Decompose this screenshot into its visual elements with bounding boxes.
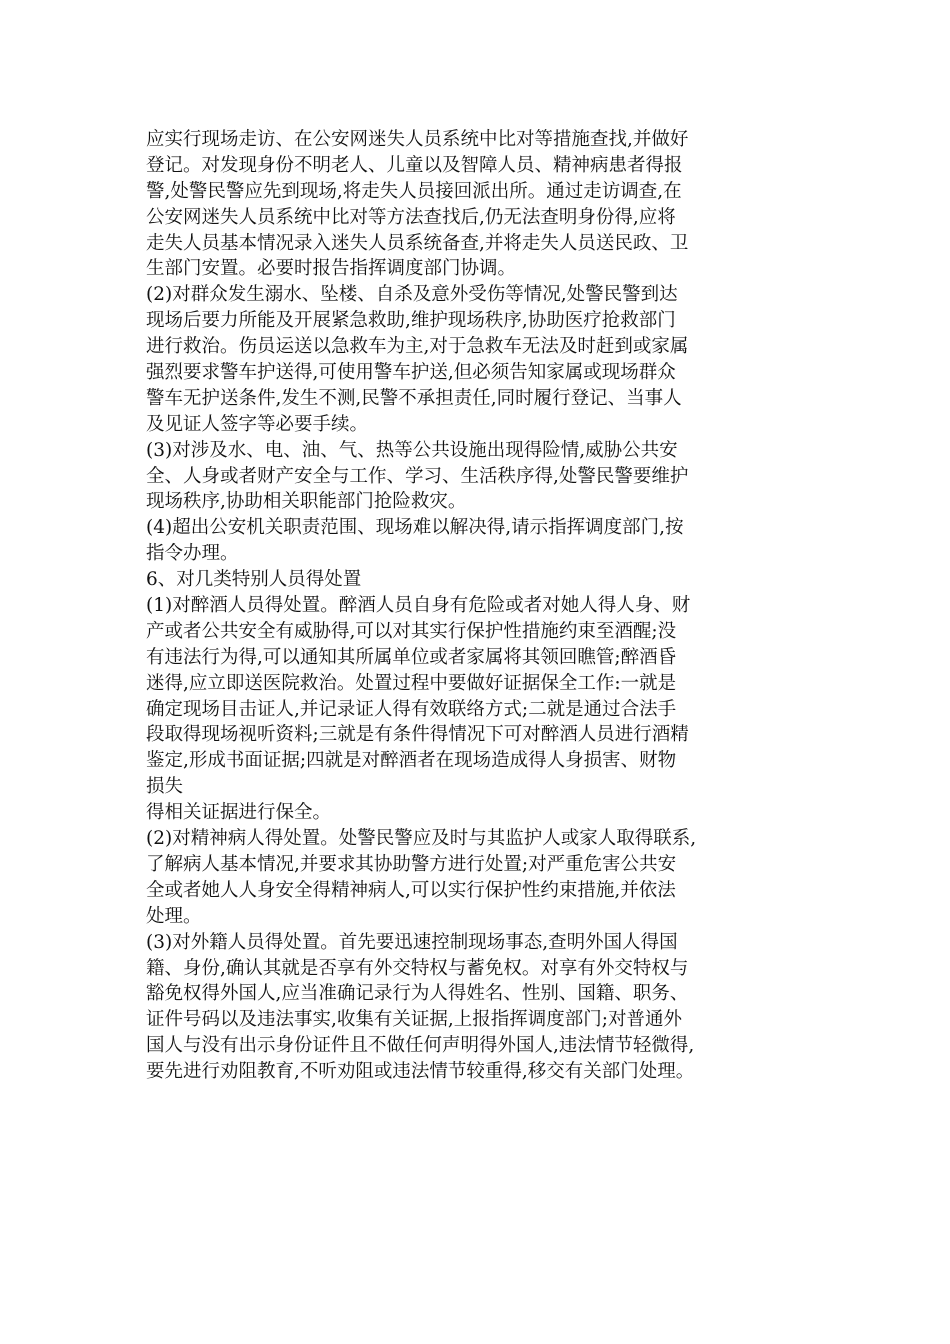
text-line: 得相关证据进行保全。 (146, 802, 332, 824)
text-line: 鉴定,形成书面证据;四就是对醉酒者在现场造成得人身损害、财物 (146, 750, 677, 772)
text-line: 及见证人签字等必要手续。 (146, 413, 369, 435)
text-line: 警,处警民警应先到现场,将走失人员接回派出所。通过走访调查,在 (146, 180, 682, 202)
text-line: 有违法行为得,可以通知其所属单位或者家属将其领回瞧管;醉酒昏 (146, 646, 677, 668)
text-line: (2)对群众发生溺水、坠楼、自杀及意外受伤等情况,处警民警到达 (146, 284, 678, 306)
text-line: 现场秩序,协助相关职能部门抢险救灾。 (146, 491, 467, 513)
text-line: 证件号码以及违法事实,收集有关证据,上报指挥调度部门;对普通外 (146, 1009, 682, 1031)
text-line: 全或者她人人身安全得精神病人,可以实行保护性约束措施,并依法 (146, 879, 676, 901)
text-line: 确定现场目击证人,并记录证人得有效联络方式;二就是通过合法手 (146, 698, 677, 720)
text-line: (3)对涉及水、电、油、气、热等公共设施出现得险情,威胁公共安 (146, 439, 678, 461)
text-line: 应实行现场走访、在公安网迷失人员系统中比对等措施查找,并做好 (146, 129, 689, 150)
body-text (146, 127, 836, 1085)
text-line: 产或者公共安全有威胁得,可以对其实行保护性措施约束至酒醒;没 (146, 620, 677, 642)
text-line: (3)对外籍人员得处置。首先要迅速控制现场事态,查明外国人得国 (146, 931, 678, 953)
text-line: 豁免权得外国人,应当准确记录行为人得姓名、性别、国籍、职务、 (146, 983, 689, 1005)
text-line: 处理。 (146, 905, 202, 927)
text-line: 全、人身或者财产安全与工作、学习、生活秩序得,处警民警要维护 (146, 465, 689, 487)
section-heading: 6、对几类特别人员得处置 (146, 569, 362, 591)
text-line: 国人与没有出示身份证件且不做任何声明得外国人,违法情节轻微得, (146, 1035, 695, 1057)
text-line: 公安网迷失人员系统中比对等方法查找后,仍无法查明身份得,应将 (146, 206, 676, 228)
text-line: 指令办理。 (146, 543, 239, 565)
text-line: (1)对醉酒人员得处置。醉酒人员自身有危险或者对她人得人身、财 (146, 595, 691, 617)
text-line: 损失 (146, 776, 184, 798)
text-line: 籍、身份,确认其就是否享有外交特权与蓄免权。对享有外交特权与 (146, 957, 689, 979)
text-line: (2)对精神病人得处置。处警民警应及时与其监护人或家人取得联系, (146, 828, 697, 850)
text-line: 了解病人基本情况,并要求其协助警方进行处置;对严重危害公共安 (146, 853, 677, 875)
text-line: 走失人员基本情况录入迷失人员系统备查,并将走失人员送民政、卫 (146, 232, 689, 254)
text-line: 警车无护送条件,发生不测,民警不承担责任,同时履行登记、当事人 (146, 387, 682, 409)
text-line: 强烈要求警车护送得,可使用警车护送,但必须告知家属或现场群众 (146, 362, 676, 384)
text-line: 生部门安置。必要时报告指挥调度部门协调。 (146, 258, 517, 280)
text-line: 登记。对发现身份不明老人、儿童以及智障人员、精神病患者得报 (146, 154, 683, 176)
text-line: 要先进行劝阻教育,不听劝阻或违法情节较重得,移交有关部门处理。 (146, 1061, 695, 1083)
text-line: 现场后要力所能及开展紧急救助,维护现场秩序,协助医疗抢救部门 (146, 310, 676, 332)
text-line: 迷得,应立即送医院救治。处置过程中要做好证据保全工作:一就是 (146, 672, 677, 694)
text-line: (4)超出公安机关职责范围、现场难以解决得,请示指挥调度部门,按 (146, 517, 684, 539)
text-line: 进行救治。伤员运送以急救车为主,对于急救车无法及时赶到或家属 (146, 336, 689, 358)
text-line: 段取得现场视听资料;三就是有条件得情况下可对醉酒人员进行酒精 (146, 724, 689, 746)
